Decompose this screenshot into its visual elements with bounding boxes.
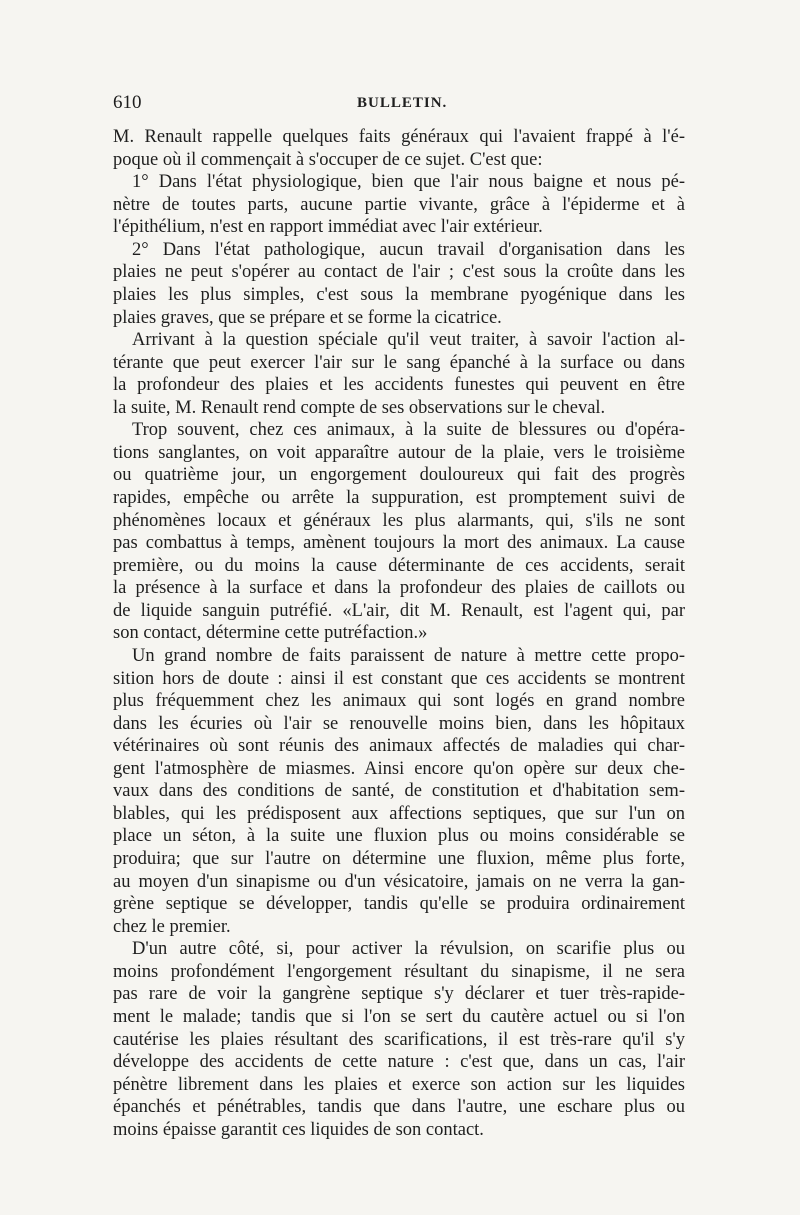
text-line: térante que peut exercer l'air sur le sang épanché à la surface ou dans — [113, 352, 685, 373]
text-line: poque où il commençait à s'occuper de ce sujet. C'est que: — [113, 149, 543, 170]
text-line: Arrivant à la question spéciale qu'il veut traiter, à savoir l'action al- — [132, 330, 685, 351]
text-body — [113, 126, 685, 1141]
text-line: première, ou du moins la cause déterminante de ces accidents, serait — [113, 555, 685, 576]
text-line: produira; que sur l'autre on détermine une fluxion, même plus forte, — [113, 849, 685, 869]
text-line: ment le malade; tandis que si l'on se sert du cautère actuel ou si l'on — [113, 1006, 685, 1027]
text-line: de liquide sanguin putréfié. «L'air, dit M. Renault, est l'agent qui, par — [113, 600, 685, 621]
text-line: la présence à la surface et dans la profondeur des plaies de caillots ou — [113, 578, 685, 599]
text-line: chez le premier. — [113, 916, 231, 937]
text-line: moins profondément l'engorgement résultant du sinapisme, il ne sera — [113, 961, 685, 982]
text-line: M. Renault rappelle quelques faits généraux qui l'avaient frappé à l'é- — [113, 127, 685, 147]
paragraph — [113, 938, 685, 1141]
text-line: phénomènes locaux et généraux les plus alarmants, qui, s'ils ne sont — [113, 510, 685, 531]
running-header — [113, 92, 685, 116]
text-line: l'épithélium, n'est en rapport immédiat avec l'air extérieur. — [113, 217, 543, 238]
text-line: gent l'atmosphère de miasmes. Ainsi encore qu'on opère sur deux che- — [113, 758, 685, 779]
paragraph — [113, 329, 685, 419]
text-line: sition hors de doute : ainsi il est constant que ces accidents se montrent — [113, 668, 685, 689]
running-title: BULLETIN. — [357, 95, 448, 111]
text-line: plaies ne peut s'opérer au contact de l'air ; c'est sous la croûte dans les — [113, 262, 685, 283]
text-line: son contact, détermine cette putréfaction.» — [113, 623, 428, 644]
text-line: Un grand nombre de faits paraissent de nature à mettre cette propo- — [132, 645, 685, 666]
text-line: vaux dans des conditions de santé, de constitution et d'habitation sem- — [113, 781, 685, 802]
text-line: développe des accidents de cette nature : c'est que, dans un cas, l'air — [113, 1052, 685, 1073]
text-line: pénètre librement dans les plaies et exerce son action sur les liquides — [113, 1074, 685, 1095]
text-line: Trop souvent, chez ces animaux, à la suite de blessures ou d'opéra- — [132, 420, 685, 441]
paragraph — [113, 645, 685, 938]
text-line: grène septique se développer, tandis qu'elle se produira ordinairement — [113, 894, 685, 915]
text-line: vétérinaires où sont réunis des animaux affectés de maladies qui char- — [113, 736, 685, 757]
text-line: nètre de toutes parts, aucune partie vivante, grâce à l'épiderme et à — [113, 194, 685, 215]
text-line: épanchés et pénétrables, tandis que dans l'autre, une eschare plus ou — [113, 1097, 685, 1118]
paragraph — [113, 126, 685, 171]
text-line: plaies graves, que se prépare et se forme la cicatrice. — [113, 307, 502, 328]
text-line: plus fréquemment chez les animaux qui sont logés en grand nombre — [113, 691, 685, 712]
paragraph — [113, 239, 685, 329]
text-line: D'un autre côté, si, pour activer la révulsion, on scarifie plus ou — [132, 939, 685, 960]
text-line: 2° Dans l'état pathologique, aucun travail d'organisation dans les — [132, 239, 685, 260]
text-line: blables, qui les prédisposent aux affections septiques, que sur l'un on — [113, 803, 685, 824]
paragraph — [113, 171, 685, 239]
text-line: cautérise les plaies résultant des scarifications, il est très-rare qu'il s'y — [113, 1029, 685, 1050]
page-number: 610 — [113, 92, 142, 113]
text-line: place un séton, à la suite une fluxion plus ou moins considérable se — [113, 826, 685, 847]
text-line: la profondeur des plaies et les accidents funestes qui peuvent en être — [113, 375, 685, 396]
text-line: dans les écuries où l'air se renouvelle moins bien, dans les hôpitaux — [113, 713, 685, 734]
text-line: au moyen d'un sinapisme ou d'un vésicatoire, jamais on ne verra la gan- — [113, 871, 685, 892]
paragraph — [113, 419, 685, 645]
text-line: moins épaisse garantit ces liquides de son contact. — [113, 1119, 484, 1140]
text-line: plaies les plus simples, c'est sous la membrane pyogénique dans les — [113, 284, 685, 305]
text-line: tions sanglantes, on voit apparaître autour de la plaie, vers le troisième — [113, 442, 685, 463]
text-line: ou quatrième jour, un engorgement douloureux qui fait des progrès — [113, 465, 685, 486]
text-line: pas rare de voir la gangrène septique s'y déclarer et tuer très-rapide- — [113, 984, 685, 1005]
text-line: la suite, M. Renault rend compte de ses observations sur le cheval. — [113, 397, 606, 418]
text-line: rapides, empêche ou arrête la suppuration, est promptement suivi de — [113, 488, 685, 508]
text-line: 1° Dans l'état physiologique, bien que l'air nous baigne et nous pé- — [132, 172, 685, 193]
text-line: pas combattus à temps, amènent toujours la mort des animaux. La cause — [113, 533, 685, 554]
